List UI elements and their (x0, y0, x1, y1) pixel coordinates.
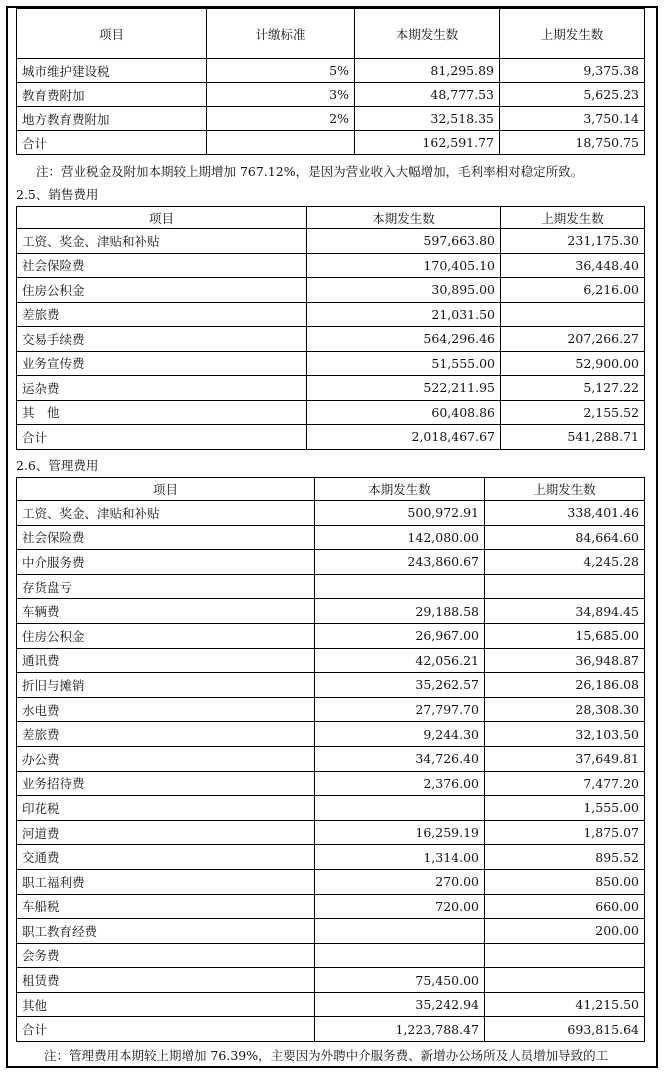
section-heading-selling-expenses: 2.5、销售费用 (16, 187, 99, 202)
cell-prior: 1,875.07 (485, 820, 645, 845)
cell-item: 住房公积金 (17, 278, 307, 303)
cell-item: 工资、奖金、津贴和补贴 (17, 501, 315, 526)
cell-item: 运杂费 (17, 376, 307, 401)
cell-current: 21,031.50 (307, 302, 501, 327)
header-prior: 上期发生数 (485, 478, 645, 501)
table-row (17, 59, 645, 83)
cell-current (315, 943, 485, 968)
table-row (17, 302, 645, 327)
cell-prior: 52,900.00 (501, 351, 645, 376)
cell-item: 城市维护建设税 (17, 59, 207, 83)
cell-rate: 5% (207, 59, 355, 83)
cell-item: 交通费 (17, 845, 315, 870)
cell-item: 合计 (17, 1017, 315, 1042)
cell-prior: 9,375.38 (500, 59, 645, 83)
cell-prior: 660.00 (485, 894, 645, 919)
cell-item: 交易手续费 (17, 327, 307, 352)
cell-current: 720.00 (315, 894, 485, 919)
cell-current: 34,726.40 (315, 746, 485, 771)
table-row (17, 327, 645, 352)
header-item: 项目 (17, 9, 207, 59)
table-total-row (17, 1017, 645, 1042)
table-row (17, 278, 645, 303)
cell-prior (485, 968, 645, 993)
cell-item: 租赁费 (17, 968, 315, 993)
table-row (17, 501, 645, 526)
cell-current: 60,408.86 (307, 400, 501, 425)
cell-prior: 41,215.50 (485, 992, 645, 1017)
cell-item: 存货盘亏 (17, 574, 315, 599)
table-row (17, 673, 645, 698)
cell-current: 142,080.00 (315, 525, 485, 550)
table-row (17, 351, 645, 376)
table-row (17, 894, 645, 919)
header-item: 项目 (17, 478, 315, 501)
cell-current: 500,972.91 (315, 501, 485, 526)
cell-current: 16,259.19 (315, 820, 485, 845)
cell-prior: 36,948.87 (485, 648, 645, 673)
cell-item: 车辆费 (17, 599, 315, 624)
tax-surcharge-table (16, 8, 645, 155)
table-row (17, 229, 645, 254)
cell-prior: 4,245.28 (485, 550, 645, 575)
table-row (17, 771, 645, 796)
table-row (17, 253, 645, 278)
table-header-row (17, 9, 645, 59)
cell-item: 其 他 (17, 400, 307, 425)
header-current: 本期发生数 (355, 9, 500, 59)
cell-item: 合计 (17, 131, 207, 155)
cell-current: 1,314.00 (315, 845, 485, 870)
table-row (17, 943, 645, 968)
table-row (17, 845, 645, 870)
cell-current: 35,262.57 (315, 673, 485, 698)
cell-item: 社会保险费 (17, 525, 315, 550)
cell-prior: 26,186.08 (485, 673, 645, 698)
cell-prior: 338,401.46 (485, 501, 645, 526)
cell-current: 32,518.35 (355, 107, 500, 131)
cell-prior: 200.00 (485, 919, 645, 944)
cell-current: 35,242.94 (315, 992, 485, 1017)
cell-prior: 15,685.00 (485, 623, 645, 648)
table-row (17, 697, 645, 722)
cell-prior: 3,750.14 (500, 107, 645, 131)
cell-prior: 28,308.30 (485, 697, 645, 722)
header-rate: 计缴标准 (207, 9, 355, 59)
cell-current (315, 796, 485, 821)
header-current: 本期发生数 (315, 478, 485, 501)
table-header-row (17, 478, 645, 501)
selling-expenses-table (16, 206, 645, 450)
cell-current: 1,223,788.47 (315, 1017, 485, 1042)
cell-prior: 18,750.75 (500, 131, 645, 155)
cell-item: 住房公积金 (17, 623, 315, 648)
table-row (17, 376, 645, 401)
header-current: 本期发生数 (307, 207, 501, 229)
tax-note: 注：营业税金及附加本期较上期增加 767.12%，是因为营业收入大幅增加，毛利率相对稳定所致。 (36, 164, 584, 179)
table-row (17, 400, 645, 425)
cell-prior (485, 574, 645, 599)
cell-prior: 5,625.23 (500, 83, 645, 107)
cell-current (315, 919, 485, 944)
cell-prior: 850.00 (485, 869, 645, 894)
cell-current: 75,450.00 (315, 968, 485, 993)
cell-prior: 36,448.40 (501, 253, 645, 278)
document-page (6, 6, 658, 1068)
cell-prior: 895.52 (485, 845, 645, 870)
cell-prior: 2,155.52 (501, 400, 645, 425)
cell-item: 差旅费 (17, 722, 315, 747)
cell-prior: 6,216.00 (501, 278, 645, 303)
cell-current: 29,188.58 (315, 599, 485, 624)
header-item: 项目 (17, 207, 307, 229)
cell-current: 564,296.46 (307, 327, 501, 352)
cell-item: 合计 (17, 425, 307, 450)
cell-current: 162,591.77 (355, 131, 500, 155)
cell-prior: 541,288.71 (501, 425, 645, 450)
cell-current: 522,211.95 (307, 376, 501, 401)
cell-prior: 32,103.50 (485, 722, 645, 747)
table-row (17, 574, 645, 599)
cell-prior: 1,555.00 (485, 796, 645, 821)
cell-item: 水电费 (17, 697, 315, 722)
cell-prior: 5,127.22 (501, 376, 645, 401)
cell-current (315, 574, 485, 599)
cell-current: 2,376.00 (315, 771, 485, 796)
table-row (17, 796, 645, 821)
table-row (17, 992, 645, 1017)
cell-current: 597,663.80 (307, 229, 501, 254)
cell-item: 职工教育经费 (17, 919, 315, 944)
cell-item: 业务招待费 (17, 771, 315, 796)
cell-current: 26,967.00 (315, 623, 485, 648)
cell-rate: 3% (207, 83, 355, 107)
cell-current: 270.00 (315, 869, 485, 894)
admin-note: 注：管理费用本期较上期增加 76.39%，主要因为外聘中介服务费、新增办公场所及人员增加导致的工 (44, 1048, 609, 1063)
cell-current: 2,018,467.67 (307, 425, 501, 450)
cell-item: 通讯费 (17, 648, 315, 673)
cell-current: 30,895.00 (307, 278, 501, 303)
cell-rate (207, 131, 355, 155)
cell-prior: 7,477.20 (485, 771, 645, 796)
table-row (17, 107, 645, 131)
cell-prior: 693,815.64 (485, 1017, 645, 1042)
cell-item: 职工福利费 (17, 869, 315, 894)
table-row (17, 919, 645, 944)
cell-item: 教育费附加 (17, 83, 207, 107)
cell-item: 河道费 (17, 820, 315, 845)
table-row (17, 83, 645, 107)
cell-prior: 84,664.60 (485, 525, 645, 550)
section-heading-admin-expenses: 2.6、管理费用 (16, 458, 99, 473)
cell-prior (501, 302, 645, 327)
cell-current: 42,056.21 (315, 648, 485, 673)
cell-current: 51,555.00 (307, 351, 501, 376)
cell-prior: 231,175.30 (501, 229, 645, 254)
cell-current: 243,860.67 (315, 550, 485, 575)
cell-item: 工资、奖金、津贴和补贴 (17, 229, 307, 254)
table-row (17, 623, 645, 648)
cell-item: 中介服务费 (17, 550, 315, 575)
cell-current: 9,244.30 (315, 722, 485, 747)
cell-item: 差旅费 (17, 302, 307, 327)
cell-prior: 34,894.45 (485, 599, 645, 624)
table-row (17, 820, 645, 845)
admin-expenses-table (16, 477, 645, 1042)
table-row (17, 550, 645, 575)
cell-item: 折旧与摊销 (17, 673, 315, 698)
cell-prior: 207,266.27 (501, 327, 645, 352)
cell-prior (485, 943, 645, 968)
cell-item: 其他 (17, 992, 315, 1017)
table-row (17, 525, 645, 550)
cell-item: 车船税 (17, 894, 315, 919)
cell-item: 业务宣传费 (17, 351, 307, 376)
table-row (17, 746, 645, 771)
cell-current: 81,295.89 (355, 59, 500, 83)
cell-current: 170,405.10 (307, 253, 501, 278)
cell-item: 办公费 (17, 746, 315, 771)
header-prior: 上期发生数 (500, 9, 645, 59)
cell-prior: 37,649.81 (485, 746, 645, 771)
cell-current: 27,797.70 (315, 697, 485, 722)
cell-rate: 2% (207, 107, 355, 131)
table-row (17, 869, 645, 894)
table-row (17, 648, 645, 673)
cell-item: 地方教育费附加 (17, 107, 207, 131)
table-row (17, 722, 645, 747)
cell-current: 48,777.53 (355, 83, 500, 107)
table-total-row (17, 131, 645, 155)
table-header-row (17, 207, 645, 229)
table-row (17, 968, 645, 993)
table-total-row (17, 425, 645, 450)
cell-item: 社会保险费 (17, 253, 307, 278)
header-prior: 上期发生数 (501, 207, 645, 229)
cell-item: 印花税 (17, 796, 315, 821)
table-row (17, 599, 645, 624)
cell-item: 会务费 (17, 943, 315, 968)
